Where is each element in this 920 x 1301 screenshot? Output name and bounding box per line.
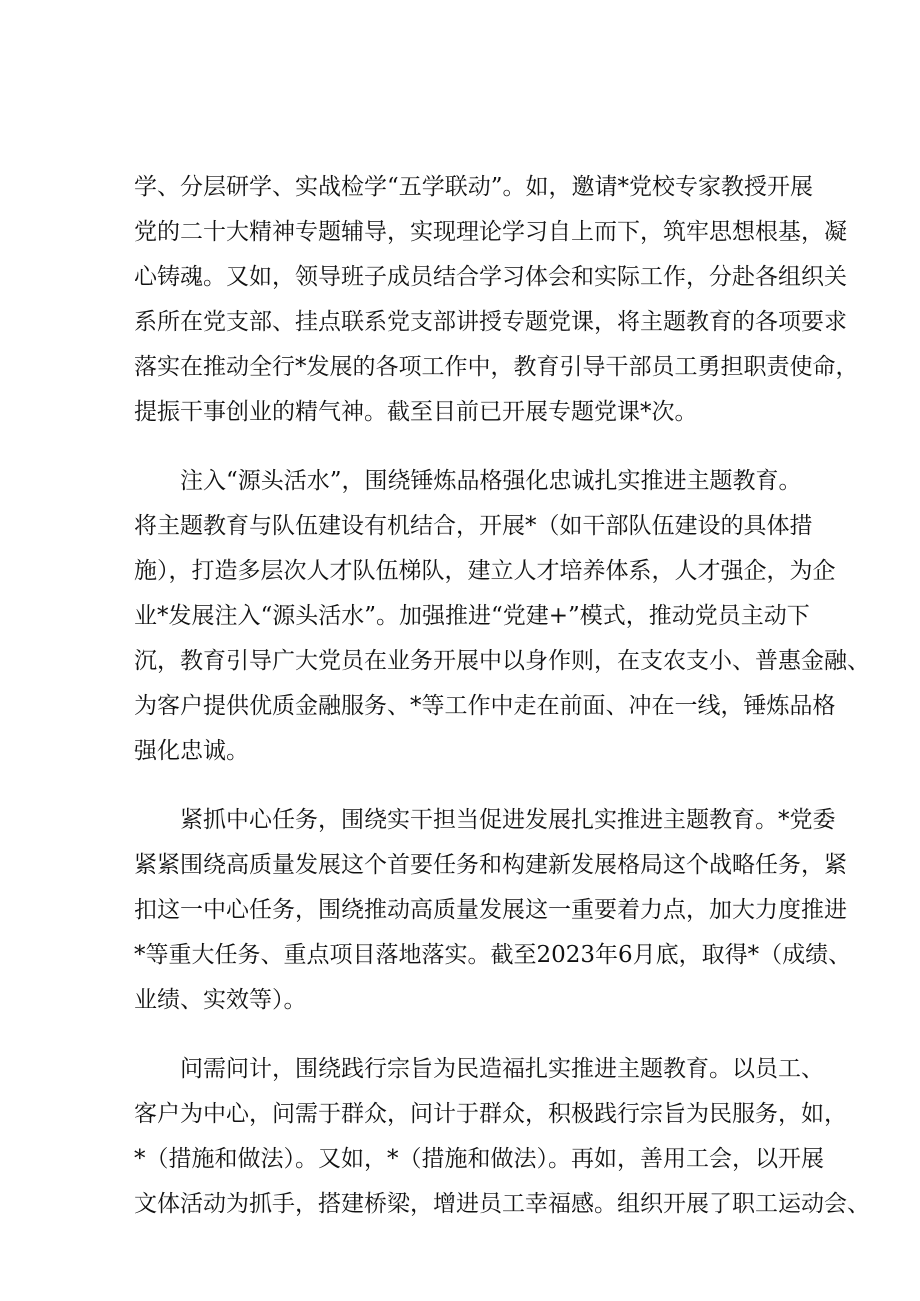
text-line: *等重大任务、重点项目落地落实。截至2023年6月底，取得*（成绩、 [134, 942, 852, 968]
document-body [134, 165, 870, 1251]
text-line: 学、分层研学、实战检学“五学联动”。如，邀请*党校专家教授开展 [134, 174, 814, 200]
text-line: 强化忠诚。 [134, 738, 249, 764]
text-line: 为客户提供优质金融服务、*等工作中走在前面、冲在一线，锤炼品格 [134, 693, 836, 719]
text-line: 客户为中心，问需于群众，问计于群众，积极践行宗旨为民服务，如， [134, 1101, 847, 1127]
text-line: 沉，教育引导广大党员在业务开展中以身作则，在支农支小、普惠金融、 [134, 648, 870, 674]
text-line: 提振干事创业的精气神。截至目前已开展专题党课*次。 [134, 399, 698, 425]
paragraph-1 [134, 165, 859, 435]
text-line: 业*发展注入“源头活水”。加强推进“党建+”模式，推动党员主动下 [134, 603, 810, 629]
paragraph-4 [134, 1047, 870, 1227]
text-line: 扣这一中心任务，围绕推动高质量发展这一重要着力点，加大力度推进 [134, 897, 847, 923]
text-line: 注入“源头活水”，围绕锤炼品格强化忠诚扎实推进主题教育。 [180, 468, 802, 494]
text-line: 紧紧围绕高质量发展这个首要任务和构建新发展格局这个战略任务，紧 [134, 852, 847, 878]
paragraph-3 [134, 798, 852, 1023]
text-line: 紧抓中心任务，围绕实干担当促进发展扎实推进主题教育。*党委 [180, 807, 836, 833]
text-line: 业绩、实效等）。 [134, 987, 307, 1013]
text-line: 将主题教育与队伍建设有机结合，开展*（如干部队伍建设的具体措 [134, 513, 813, 539]
text-line: 文体活动为抓手，搭建桥梁，增进员工幸福感。组织开展了职工运动会、 [134, 1191, 870, 1217]
paragraph-2 [134, 459, 870, 774]
text-line: 党的二十大精神专题辅导，实现理论学习自上而下，筑牢思想根基，凝 [134, 219, 847, 245]
text-line: 落实在推动全行*发展的各项工作中，教育引导干部员工勇担职责使命， [134, 354, 859, 380]
text-line: 施），打造多层次人才队伍梯队，建立人才培养体系，人才强企，为企 [134, 558, 836, 584]
text-line: 系所在党支部、挂点联系党支部讲授专题党课，将主题教育的各项要求 [134, 309, 847, 335]
text-line: 问需问计，围绕践行宗旨为民造福扎实推进主题教育。以员工、 [180, 1056, 824, 1082]
text-line: *（措施和做法）。又如，*（措施和做法）。再如，善用工会，以开展 [134, 1146, 824, 1172]
text-line: 心铸魂。又如，领导班子成员结合学习体会和实际工作，分赴各组织关 [134, 264, 847, 290]
